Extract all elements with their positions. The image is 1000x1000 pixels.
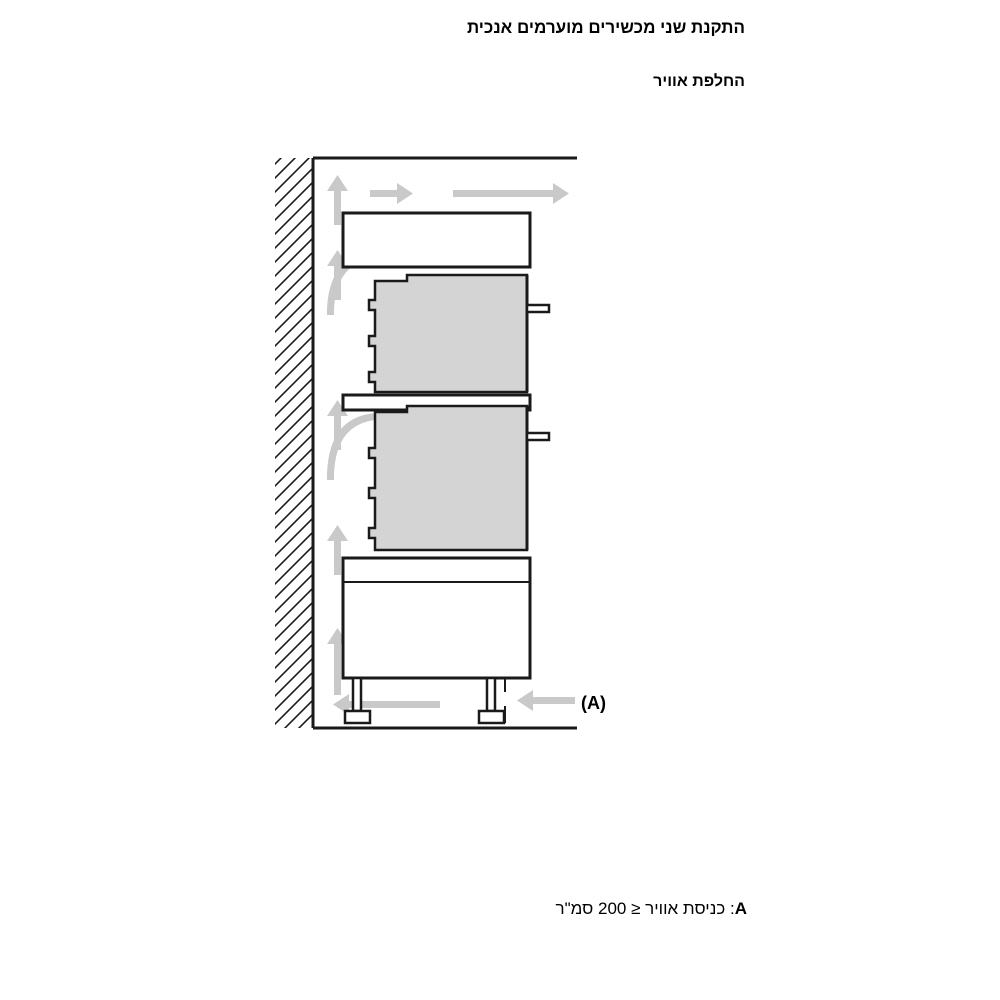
bottom-drawer <box>343 558 530 678</box>
callout-label-a: (A) <box>581 693 606 713</box>
plinth-feet <box>345 678 505 723</box>
page-title: התקנת שני מכשירים מוערמים אנכית <box>466 18 745 38</box>
caption-key: A <box>734 899 747 918</box>
caption-separator: : <box>729 899 735 918</box>
figure-caption <box>0 897 747 921</box>
section-subtitle: החלפת אוויר <box>653 73 745 91</box>
diagram-svg <box>255 150 685 770</box>
lower-appliance <box>369 406 549 550</box>
caption-text: כניסת אוויר ≤ 200 סמ"ר <box>555 899 726 918</box>
installation-diagram <box>255 150 685 770</box>
top-cabinet-box <box>343 213 530 267</box>
wall-hatch-group <box>255 150 315 770</box>
upper-appliance <box>343 275 549 410</box>
